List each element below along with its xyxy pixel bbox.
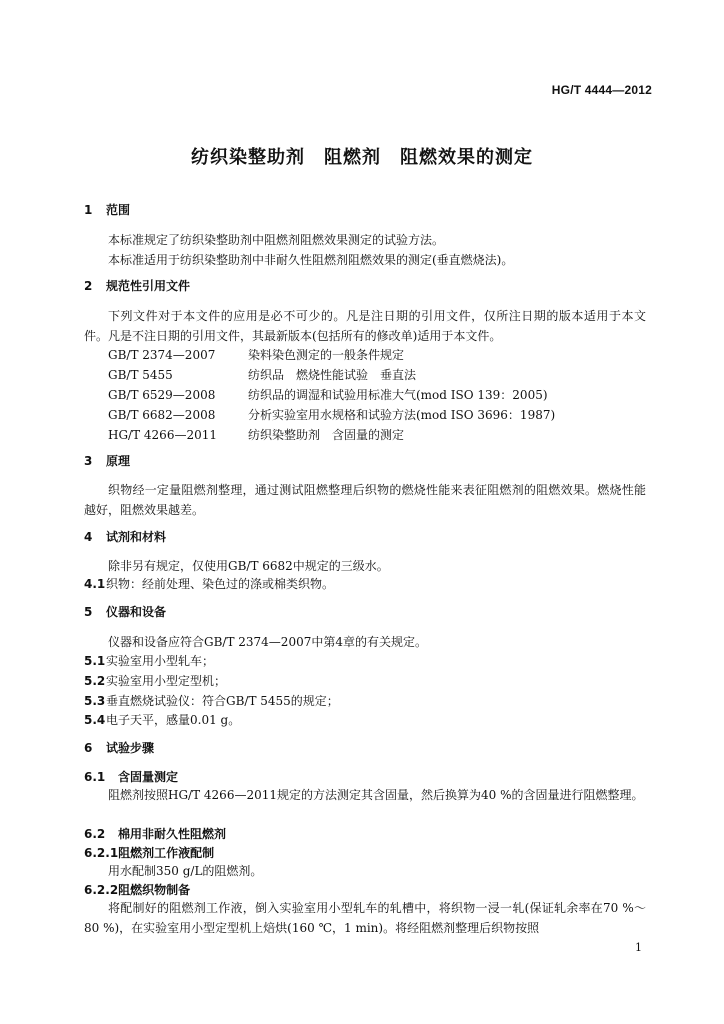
subsection-number: 6.2.2 <box>84 883 119 897</box>
section-title: 试验步骤 <box>106 741 155 755</box>
reference-item <box>84 427 404 443</box>
paragraph: 阻燃剂按照HG/T 4266—2011规定的方法测定其含固量，然后换算为40 %的含固量进行阻燃整理。 <box>108 788 644 802</box>
subsection-heading <box>84 769 178 785</box>
reference-code: GB/T 6682—2008 <box>108 408 216 422</box>
reference-item <box>84 387 548 403</box>
clause-text: 织物：经前处理、染色过的涤或棉类织物。 <box>106 577 335 591</box>
reference-title: 纺织品 燃烧性能试验 垂直法 <box>248 368 417 382</box>
paragraph: 本标准适用于纺织染整助剂中非耐久性阻燃剂阻燃效果的测定(垂直燃烧法)。 <box>108 253 514 267</box>
section-4-heading <box>84 529 166 545</box>
reference-title: 纺织染整助剂 含固量的测定 <box>248 428 405 442</box>
reference-code: GB/T 2374—2007 <box>108 348 216 362</box>
reference-item <box>84 347 404 363</box>
reference-item <box>84 367 416 383</box>
document-title: 纺织染整助剂 阻燃剂 阻燃效果的测定 <box>191 147 533 168</box>
paragraph: 仪器和设备应符合GB/T 2374—2007中第4章的有关规定。 <box>108 635 427 649</box>
clause-text: 电子天平，感量0.01 g。 <box>106 713 241 727</box>
section-3-heading <box>84 453 130 469</box>
section-6-heading <box>84 740 154 756</box>
reference-title: 纺织品的调湿和试验用标准大气(mod ISO 139：2005) <box>248 388 548 402</box>
section-title: 范围 <box>106 203 131 217</box>
subsection-heading <box>84 845 214 861</box>
reference-title: 染料染色测定的一般条件规定 <box>248 348 405 362</box>
section-number: 6 <box>84 741 93 755</box>
clause-text: 垂直燃烧试验仪：符合GB/T 5455的规定； <box>106 694 339 708</box>
section-title: 试剂和材料 <box>106 530 167 544</box>
section-number: 4 <box>84 530 93 544</box>
clause-number: 5.1 <box>84 654 106 668</box>
reference-code: GB/T 5455 <box>108 368 173 382</box>
subsection-title: 含固量测定 <box>118 770 179 784</box>
section-number: 3 <box>84 454 93 468</box>
paragraph: 织物经一定量阻燃剂整理，通过测试阻燃整理后织物的燃烧性能来表征阻燃剂的阻燃效果。燃烧性能越好，阻燃效果越差。 <box>84 483 646 517</box>
section-title: 原理 <box>106 454 131 468</box>
clause-text: 实验室用小型轧车； <box>106 654 215 668</box>
section-1-heading <box>84 202 130 218</box>
subsection-title: 阻燃剂工作液配制 <box>118 846 215 860</box>
section-number: 5 <box>84 605 93 619</box>
section-number: 1 <box>84 203 93 217</box>
paragraph: 本标准规定了纺织染整助剂中阻燃剂阻燃效果测定的试验方法。 <box>108 233 445 247</box>
clause-number: 4.1 <box>84 577 106 591</box>
reference-title: 分析实验室用水规格和试验方法(mod ISO 3696：1987) <box>248 408 556 422</box>
clause-item <box>84 576 334 592</box>
clause-item <box>84 653 214 669</box>
page-number: 1 <box>635 941 642 954</box>
clause-item <box>84 693 339 709</box>
reference-code: GB/T 6529—2008 <box>108 388 216 402</box>
section-title: 规范性引用文件 <box>106 279 191 293</box>
paragraph: 下列文件对于本文件的应用是必不可少的。凡是注日期的引用文件，仅所注日期的版本适用于本文件。凡是不注日期的引用文件，其最新版本(包括所有的修改单)适用于本文件。 <box>84 309 646 343</box>
reference-item <box>84 407 555 423</box>
clause-number: 5.4 <box>84 713 106 727</box>
subsection-number: 6.1 <box>84 770 106 784</box>
clause-number: 5.3 <box>84 694 106 708</box>
paragraph: 用水配制350 g/L的阻燃剂。 <box>108 864 263 878</box>
section-5-heading <box>84 604 166 620</box>
standard-number: HG/T 4444—2012 <box>551 83 652 97</box>
section-2-heading <box>84 278 190 294</box>
clause-text: 实验室用小型定型机； <box>106 674 227 688</box>
section-number: 2 <box>84 279 93 293</box>
clause-number: 5.2 <box>84 674 106 688</box>
reference-code: HG/T 4266—2011 <box>108 428 217 442</box>
clause-item <box>84 673 226 689</box>
subsection-title: 阻燃织物制备 <box>118 883 191 897</box>
subsection-heading <box>84 826 226 842</box>
paragraph: 除非另有规定，仅使用GB/T 6682中规定的三级水。 <box>108 559 389 573</box>
subsection-number: 6.2 <box>84 827 106 841</box>
subsection-number: 6.2.1 <box>84 846 119 860</box>
subsection-heading <box>84 882 190 898</box>
subsection-title: 棉用非耐久性阻燃剂 <box>118 827 227 841</box>
clause-item <box>84 712 240 728</box>
paragraph: 将配制好的阻燃剂工作液，倒入实验室用小型轧车的轧槽中，将织物一浸一轧(保证轧余率在70 %～80 %)，在实验室用小型定型机上焙烘(160 ℃，1 min)。将经阻燃剂整理后织物按照 <box>84 901 646 935</box>
section-title: 仪器和设备 <box>106 605 167 619</box>
